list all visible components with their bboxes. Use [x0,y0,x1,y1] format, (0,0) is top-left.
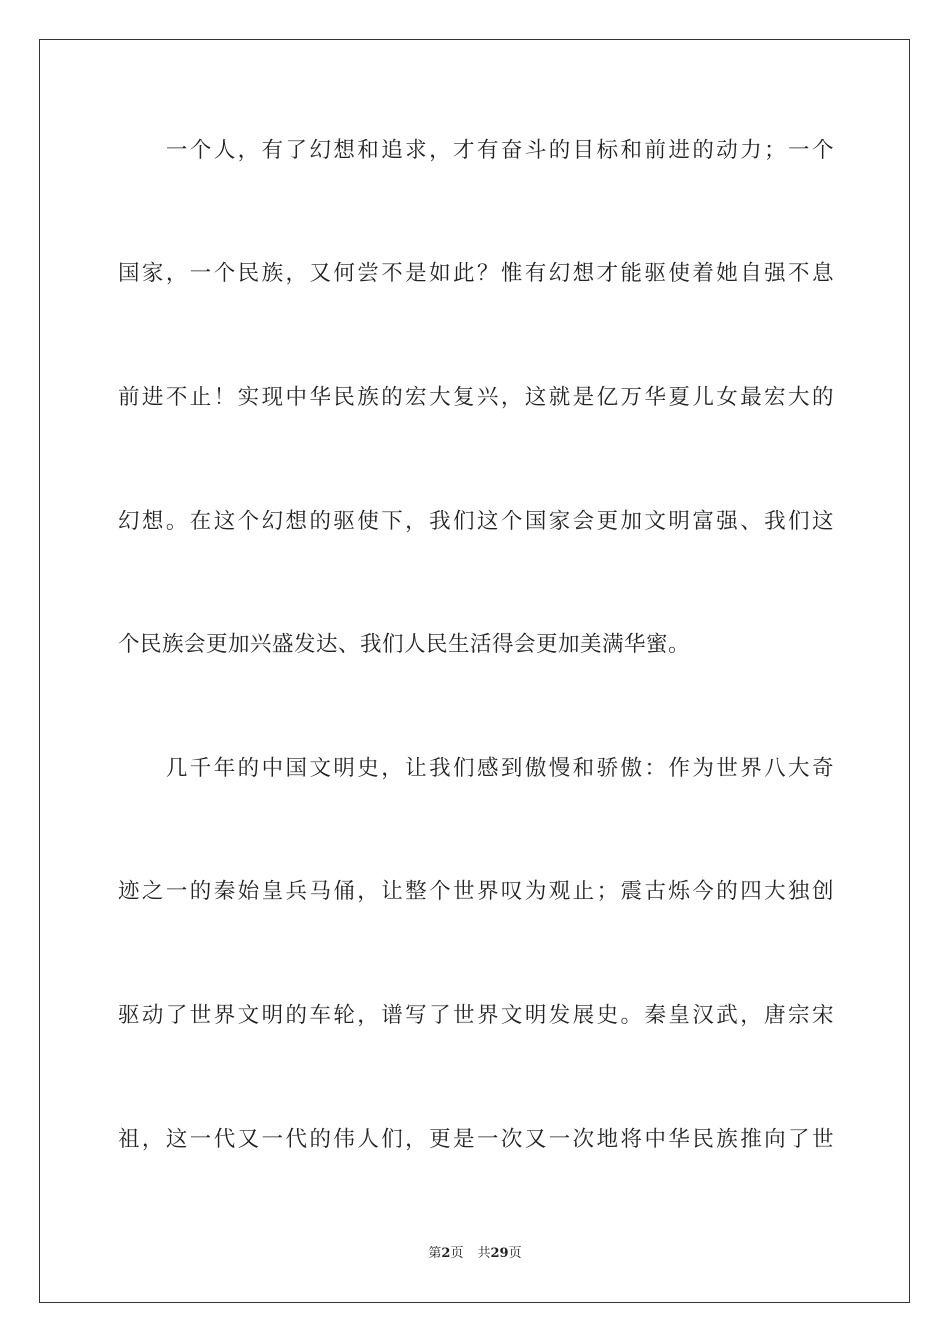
paragraph-2-line-1: 几千年的中国文明史，让我们感到傲慢和骄傲：作为世界八大奇 [118,756,834,781]
paragraph-1-line-1: 一个人，有了幻想和追求，才有奋斗的目标和前进的动力；一个 [118,138,834,163]
page-number: 2 [441,1246,451,1261]
total-prefix: 共 [477,1246,491,1261]
paragraph-2-line-2: 迹之一的秦始皇兵马俑，让整个世界叹为观止；震古烁今的四大独创 [118,879,834,904]
page-suffix: 页 [450,1246,464,1261]
paragraph-1-line-2: 国家，一个民族，又何尝不是如此？惟有幻想才能驱使着她自强不息 [118,261,834,286]
page-border [39,39,910,1303]
paragraph-2-line-3: 驱动了世界文明的车轮，谱写了世界文明发展史。秦皇汉武，唐宗宋 [118,1003,834,1028]
paragraph-2-line-4: 祖，这一代又一代的伟人们，更是一次又一次地将中华民族推向了世 [118,1127,834,1152]
paragraph-1-line-5: 个民族会更加兴盛发达、我们人民生活得会更加美满华蜜。 [118,632,691,657]
paragraph-1-line-4: 幻想。在这个幻想的驱使下，我们这个国家会更加文明富强、我们这 [118,509,834,534]
page-prefix: 第 [428,1246,442,1261]
page-footer [0,1244,950,1264]
total-suffix: 页 [508,1246,522,1261]
total-pages: 29 [490,1246,509,1261]
paragraph-1-line-3: 前进不止！实现中华民族的宏大复兴，这就是亿万华夏儿女最宏大的 [118,385,834,410]
